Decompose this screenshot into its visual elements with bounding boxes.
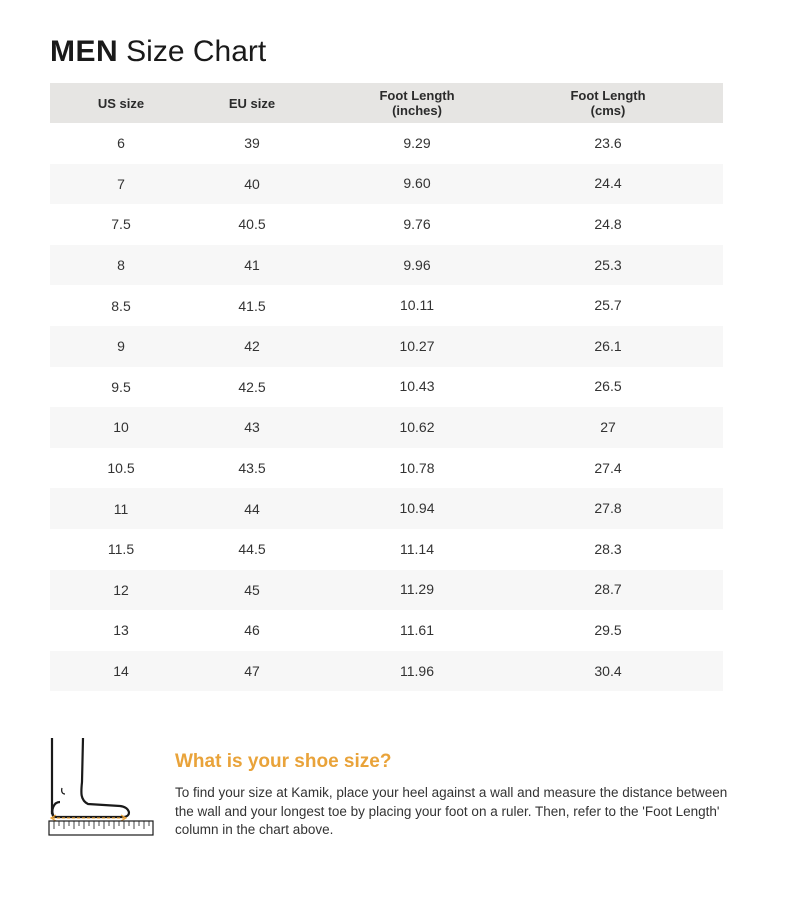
cell-us-size: 10.5 [107,460,135,477]
cell-eu-size: 40 [244,175,260,192]
cell-foot-length-cms: 28.3 [594,540,622,557]
header-cms-line1: Foot Length [570,88,646,103]
cell-eu-size: 42 [244,338,260,355]
table-header [50,83,723,123]
foot-measure-icon [46,736,156,840]
title-bold: MEN [50,35,119,68]
title-rest: Size Chart [126,35,267,68]
cell-foot-length-cms: 26.1 [594,337,622,354]
shoe-size-instructions: To find your size at Kamik, place your heel against a wall and measure the distance between the wall and your longest toe by placing your foot on a ruler. Then, refer to the 'Foot Length' column in the chart above. [175,785,728,837]
cell-us-size: 9 [117,338,125,355]
table-row [50,488,723,529]
cell-foot-length-inches: 9.96 [403,256,431,273]
cell-foot-length-inches: 10.62 [399,418,435,435]
header-foot-length-cms [522,88,694,118]
cell-eu-size: 42.5 [238,378,266,395]
cell-foot-length-inches: 10.43 [399,378,435,395]
header-eu-size: EU size [228,95,276,111]
size-chart-table [50,83,723,691]
cell-foot-length-cms: 23.6 [594,134,622,151]
header-inches-line2: (inches) [392,103,442,118]
cell-us-size: 13 [113,622,129,639]
cell-foot-length-cms: 24.8 [594,215,622,232]
cell-foot-length-inches: 10.78 [399,459,435,476]
cell-foot-length-cms: 27 [600,418,616,435]
table-body [50,123,723,691]
cell-us-size: 6 [117,135,125,152]
table-row [50,448,723,489]
cell-us-size: 10 [113,419,129,436]
cell-foot-length-cms: 25.7 [594,297,622,314]
cell-foot-length-inches: 10.11 [400,297,434,314]
cell-foot-length-inches: 11.29 [400,581,434,598]
header-us-size: US size [97,95,145,111]
cell-us-size: 7.5 [111,216,131,233]
cell-eu-size: 46 [244,622,260,639]
cell-eu-size: 41 [244,257,260,274]
table-row [50,529,723,570]
cell-us-size: 8 [117,257,125,274]
cell-foot-length-inches: 10.94 [399,500,435,517]
cell-eu-size: 45 [244,581,260,598]
header-inches-line1: Foot Length [379,88,455,103]
cell-foot-length-cms: 27.4 [594,459,622,476]
cell-us-size: 8.5 [111,297,131,314]
table-row [50,326,723,367]
cell-eu-size: 43 [244,419,260,436]
cell-eu-size: 47 [244,663,260,680]
table-row [50,407,723,448]
table-row [50,164,723,205]
cell-foot-length-inches: 11.96 [400,662,434,679]
table-row [50,123,723,164]
cell-foot-length-inches: 10.27 [399,337,435,354]
shoe-size-heading: What is your shoe size? [175,751,392,772]
table-row [50,245,723,286]
cell-us-size: 7 [117,175,125,192]
table-row [50,610,723,651]
cell-foot-length-inches: 11.61 [400,621,434,638]
cell-foot-length-cms: 30.4 [594,662,622,679]
header-cms-line2: (cms) [590,103,626,118]
cell-foot-length-cms: 27.8 [594,500,622,517]
cell-foot-length-inches: 9.60 [403,175,431,192]
header-foot-length-inches [312,88,522,118]
cell-foot-length-cms: 24.4 [594,175,622,192]
cell-foot-length-cms: 28.7 [594,581,622,598]
cell-us-size: 14 [113,663,129,680]
table-row [50,570,723,611]
cell-eu-size: 40.5 [238,216,266,233]
cell-foot-length-cms: 25.3 [594,256,622,273]
cell-eu-size: 43.5 [238,460,266,477]
cell-us-size: 11 [113,500,129,517]
cell-eu-size: 39 [244,135,260,152]
cell-eu-size: 44 [244,500,260,517]
cell-foot-length-cms: 29.5 [594,621,622,638]
cell-foot-length-inches: 11.14 [400,540,434,557]
cell-foot-length-inches: 9.76 [403,215,431,232]
table-row [50,285,723,326]
table-row [50,651,723,692]
cell-us-size: 12 [113,581,129,598]
table-row [50,367,723,408]
cell-foot-length-cms: 26.5 [594,378,622,395]
cell-us-size: 9.5 [111,378,131,395]
cell-eu-size: 41.5 [238,297,266,314]
cell-foot-length-inches: 9.29 [403,134,431,151]
page-title [50,34,266,70]
cell-eu-size: 44.5 [238,541,266,558]
cell-us-size: 11.5 [107,541,135,558]
table-row [50,204,723,245]
